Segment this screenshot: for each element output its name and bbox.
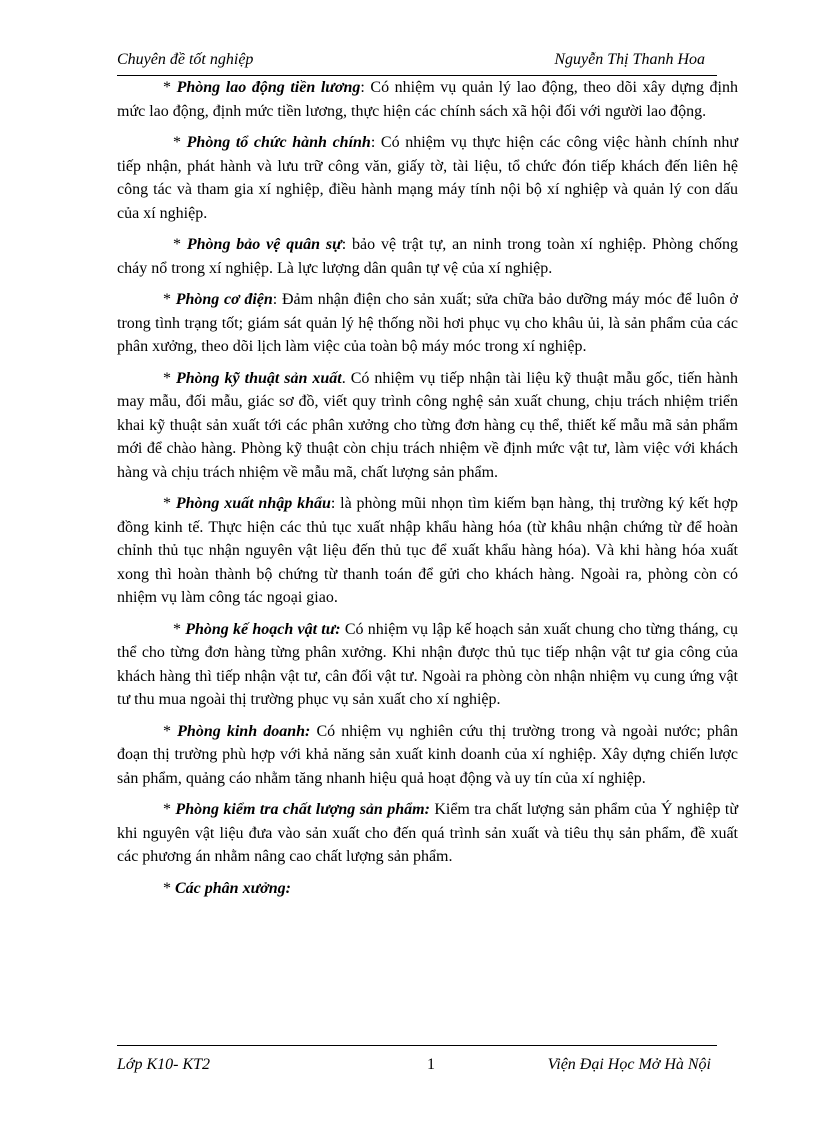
document-body [117,76,738,908]
header-right-text: Nguyễn Thị Thanh Hoa [554,51,705,68]
section-title: Phòng kiểm tra chất lượng sản phẩm: [175,801,430,818]
section-title: Các phân xưởng: [175,879,291,897]
paragraph-text: Có nhiệm vụ thực hiện các công việc hành chính như tiếp nhận, phát hành và lưu trữ công văn, giấy tờ, tài liệu, tổ chức đón tiếp khách đến liên hệ công tác và tham gia xí nghiệp, điều hành mạng máy tính nội bộ xí nghiệp và quản lý con dấu của xí nghiệp. [117,134,739,222]
page-footer [117,1045,717,1076]
footer-left-text: Lớp K10- KT2 [117,1056,211,1073]
paragraph-co-dien [117,288,738,359]
paragraph-text: bảo vệ trật tự, an ninh trong toàn xí nghiệp. Phòng chống cháy nổ trong xí nghiệp. Là lực lượng dân quân tự vệ của xí nghiệp. [117,236,739,277]
paragraph-to-chuc-hanh-chinh [117,131,738,225]
separator: . [341,369,351,387]
paragraph-text: Đảm nhận điện cho sản xuất; sửa chữa bảo dưỡng máy móc để luôn ở trong tình trạng tốt; giám sát quản lý hệ thống nồi hơi phục vụ cho khâu ủi, là sản phẩm của các phân xưởng, theo dõi lịch làm việc của toàn bộ máy móc trong xí nghiệp. [117,291,739,355]
bullet: * [163,879,175,897]
bullet: * [163,79,177,96]
bullet: * [163,722,178,740]
paragraph-text: Kiểm tra chất lượng sản phẩm của Ý nghiệp từ khi nguyên vật liệu đưa vào sản xuất cho đến quá trình sản xuất và tiêu thụ sản phẩm, đề xuất các phương án nhằm nâng cao chất lượng sản phẩm. [117,801,739,865]
paragraph-text: Có nhiệm vụ nghiên cứu thị trường trong và ngoài nước; phân đoạn thị trường phù hợp với khả năng sản xuất kinh doanh của xí nghiệp. Xây dựng chiến lược sản phẩm, quảng cáo nhằm tăng nhanh hiệu quả hoạt động và uy tín của xí nghiệp. [117,722,739,787]
section-title: Phòng bảo vệ quân sự [186,236,342,253]
separator: : [360,79,371,96]
paragraph-kinh-doanh [117,720,738,791]
paragraph-bao-ve-quan-su [117,233,738,280]
paragraph-cac-phan-xuong [117,877,738,901]
paragraph-xuat-nhap-khau [117,492,738,610]
paragraph-text: là phòng mũi nhọn tìm kiếm bạn hàng, thị trường ký kết hợp đồng kinh tế. Thực hiện các thủ tục xuất nhập khẩu hàng hóa (từ khâu nhận chứng từ để hoàn chỉnh thủ tục nhận nguyên vật liệu đến thủ tục để xuất khẩu hàng hóa). Và khi hàng hóa xuất xong thì hoàn thành bộ chứng từ thanh toán để gửi cho khách hàng. Ngoài ra, phòng còn có nhiệm vụ làm công tác ngoại giao. [117,495,739,606]
bullet: * [173,134,187,151]
bullet: * [163,291,176,308]
separator: : [330,495,341,512]
section-title: Phòng cơ điện [175,291,273,308]
paragraph-text: Có nhiệm vụ lập kế hoạch sản xuất chung cho từng tháng, cụ thể cho từng đơn hàng từng phân xưởng. Khi nhận được thủ tục tiếp nhận vật tư gia công của khách hàng thì tiếp nhận vật tư, cân đối vật tư. Ngoài ra phòng còn nhận nhiệm vụ cung ứng vật tư thu mua ngoài thị trường phục vụ sản xuất cho xí nghiệp. [117,620,739,708]
bullet: * [173,236,187,253]
separator: : [370,134,381,151]
section-title: Phòng lao động tiền lương [176,79,361,96]
paragraph-lao-dong-tien-luong [117,76,738,123]
bullet: * [173,620,186,638]
section-title: Phòng xuất nhập khẩu [175,495,331,512]
bullet: * [163,801,176,818]
paragraph-ke-hoach-vat-tu [117,618,738,712]
bullet: * [163,369,176,387]
separator: : [272,291,282,308]
section-title: Phòng kỹ thuật sản xuất [175,369,342,387]
section-title: Phòng kế hoạch vật tư: [185,620,341,638]
page-number: 1 [427,1056,435,1073]
footer-right-text: Viện Đại Học Mở Hà Nội [547,1056,711,1073]
header-left-text: Chuyên đề tốt nghiệp [117,51,254,68]
bullet: * [163,495,176,512]
paragraph-ky-thuat-san-xuat [117,367,738,485]
section-title: Phòng tổ chức hành chính [186,134,371,151]
paragraph-text: Có nhiệm vụ tiếp nhận tài liệu kỹ thuật mẫu gốc, tiến hành may mẫu, đối mẫu, giác sơ đồ, viết quy trình công nghệ sản xuất chung, chịu trách nhiệm triển khai kỹ thuật sản xuất tới các phân xưởng cho từng đơn hàng cụ thể, thiết kế mẫu mã sản phẩm mới để chào hàng. Phòng kỹ thuật còn chịu trách nhiệm về định mức vật tư, làm việc với khách hàng và chịu trách nhiệm về mẫu mã, chất lượng sản phẩm. [117,369,739,481]
paragraph-text: Có nhiệm vụ quản lý lao động, theo dõi xây dựng định mức lao động, định mức tiền lương, thực hiện các chính sách xã hội đối với người lao động. [117,79,739,120]
section-title: Phòng kinh doanh: [177,722,311,740]
separator: : [341,236,353,253]
page-header [117,49,717,76]
paragraph-kiem-tra-chat-luong [117,798,738,869]
